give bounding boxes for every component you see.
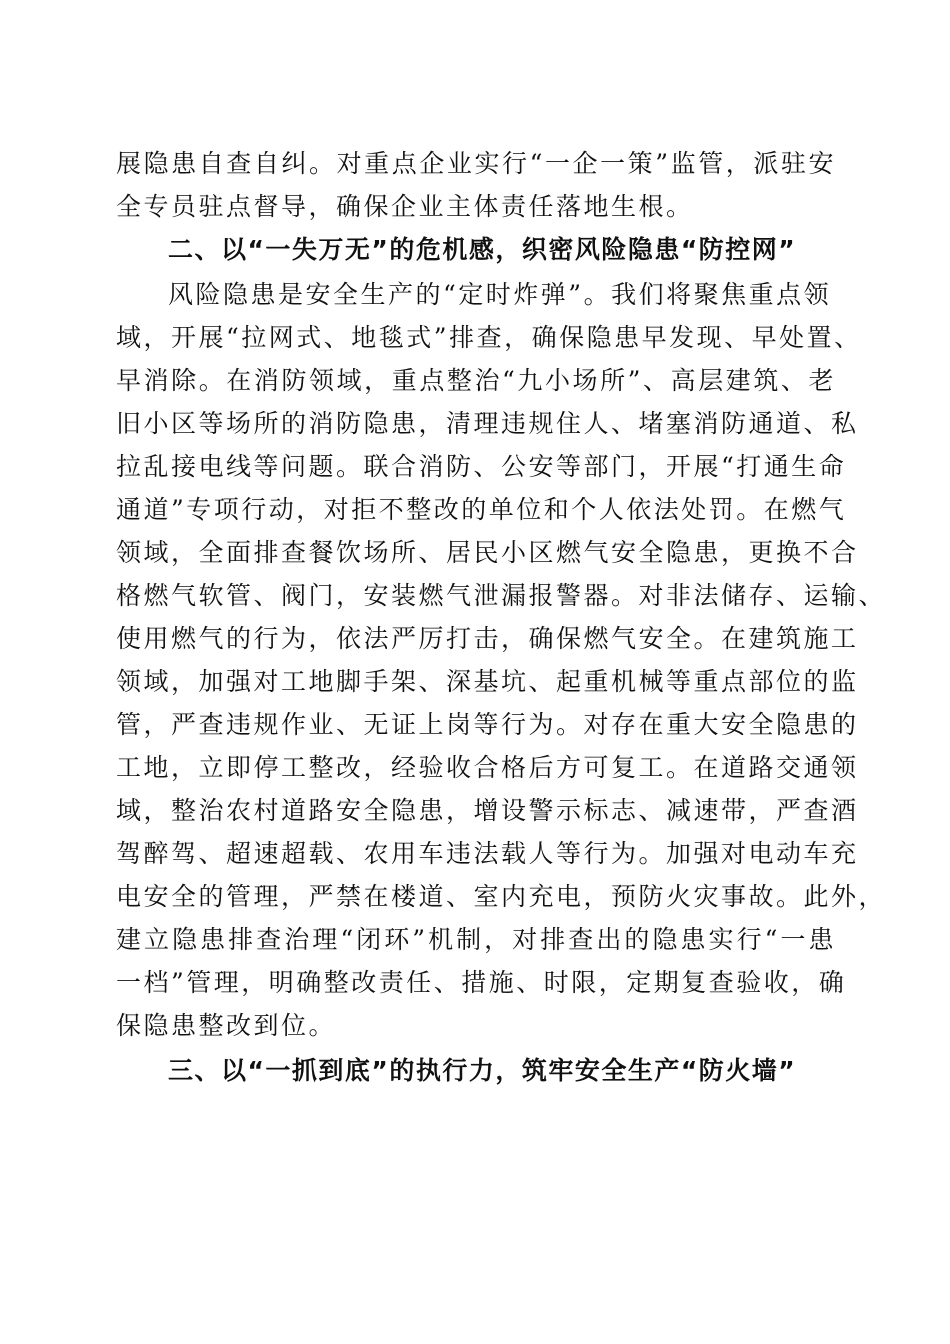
paragraph-line: 风险隐患是安全生产的“定时炸弹”。我们将聚焦重点领 (168, 280, 832, 309)
paragraph-line: 域，整治农村道路安全隐患，增设警示标志、减速带，严查酒 (116, 796, 859, 825)
paragraph-line: 通道”专项行动，对拒不整改的单位和个人依法处罚。在燃气 (116, 495, 847, 524)
paragraph-line: 管，严查违规作业、无证上岗等行为。对存在重大安全隐患的 (116, 710, 859, 739)
paragraph-line: 保隐患整改到位。 (116, 1011, 337, 1040)
paragraph-line: 领域，加强对工地脚手架、深基坑、起重机械等重点部位的监 (116, 667, 859, 696)
paragraph-line: 电安全的管理，严禁在楼道、室内充电，预防火灾事故。此外， (116, 882, 887, 911)
section-heading-2: 二、以“一失万无”的危机感，织密风险隐患“防控网” (168, 235, 797, 264)
paragraph-line: 域，开展“拉网式、地毯式”排查，确保隐患早发现、早处置、 (116, 323, 862, 352)
paragraph-line: 展隐患自查自纠。对重点企业实行“一企一策”监管，派驻安 (116, 149, 836, 178)
paragraph-line: 建立隐患排查治理“闭环”机制，对排查出的隐患实行“一患 (116, 925, 836, 954)
paragraph-line: 旧小区等场所的消防隐患，清理违规住人、堵塞消防通道、私 (116, 409, 859, 438)
paragraph-line: 拉乱接电线等问题。联合消防、公安等部门，开展“打通生命 (116, 452, 847, 481)
paragraph-line: 使用燃气的行为，依法严厉打击，确保燃气安全。在建筑施工 (116, 624, 859, 653)
paragraph-line: 一档”管理，明确整改责任、措施、时限，定期复查验收，确 (116, 968, 847, 997)
paragraph-line: 驾醉驾、超速超载、农用车违法载人等行为。加强对电动车充 (116, 839, 859, 868)
paragraph-line: 领域，全面排查餐饮场所、居民小区燃气安全隐患，更换不合 (116, 538, 859, 567)
paragraph-line: 工地，立即停工整改，经验收合格后方可复工。在道路交通领 (116, 753, 859, 782)
section-heading-3: 三、以“一抓到底”的执行力，筑牢安全生产“防火墙” (168, 1056, 797, 1085)
paragraph-line: 早消除。在消防领域，重点整治“九小场所”、高层建筑、老 (116, 366, 836, 395)
paragraph-line: 格燃气软管、阀门，安装燃气泄漏报警器。对非法储存、运输、 (116, 581, 887, 610)
paragraph-line: 全专员驻点督导，确保企业主体责任落地生根。 (116, 192, 694, 221)
